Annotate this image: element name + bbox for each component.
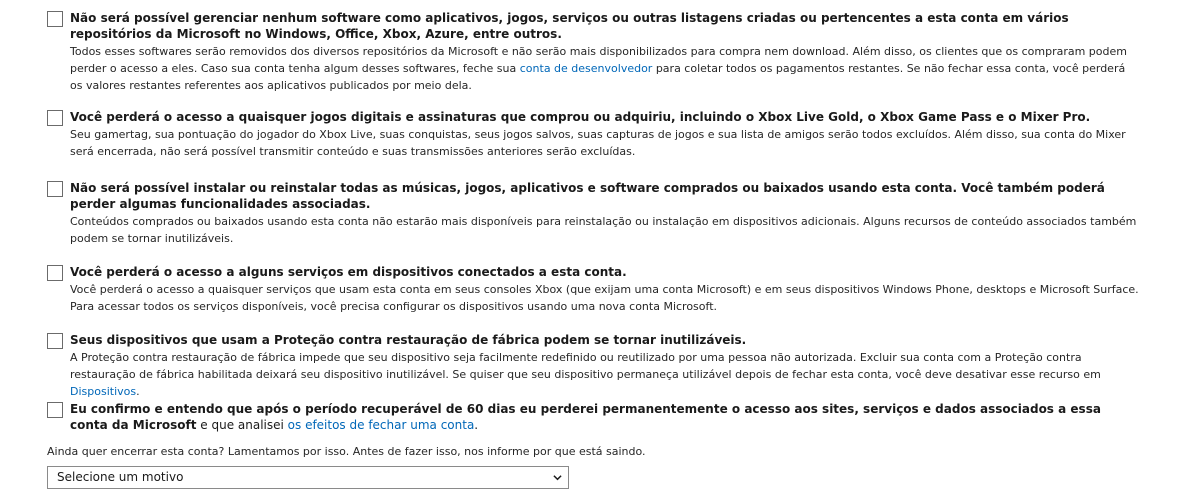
checklist-item-devices xyxy=(47,264,1141,315)
chevron-down-icon xyxy=(553,473,562,482)
checklist-item-software xyxy=(47,10,1141,94)
item-title: Não será possível instalar ou reinstalar todas as músicas, jogos, aplicativos e software comprados ou baixados usando esta conta. Você também poderá perder algumas funcionalidades associadas. xyxy=(70,181,1105,211)
checkbox-factory-reset[interactable] xyxy=(47,333,63,349)
item-title: Você perderá o acesso a quaisquer jogos digitais e assinaturas que comprou ou adquiriu, incluindo o Xbox Live Gold, o Xbox Game Pass e o Mixer Pro. xyxy=(70,110,1091,124)
devices-link[interactable]: Dispositivos xyxy=(70,385,137,398)
checkbox-software[interactable] xyxy=(47,11,63,27)
desc-text: Todos esses softwares serão removidos dos diversos repositórios da Microsoft e não serão mais disponibilizados para compra nem download. Além disso, os clientes que os compraram podem perder o acesso a eles. Caso sua conta tenha algum desses softwares, feche sua xyxy=(70,45,1127,75)
checkbox-games[interactable] xyxy=(47,110,63,126)
checkbox-devices[interactable] xyxy=(47,265,63,281)
item-description: Você perderá o acesso a quaisquer serviços que usam esta conta em seus consoles Xbox (que exijam uma conta Microsoft) e em seus dispositivos Windows Phone, desktops e Microsoft Surface. Para acessar todos os serviços disponíveis, você precisa configurar os dispositivos usando uma nova conta Microsoft. xyxy=(70,283,1139,313)
reason-select[interactable] xyxy=(47,466,569,489)
developer-account-link[interactable]: conta de desenvolvedor xyxy=(519,62,653,75)
item-description xyxy=(70,43,1141,94)
reason-question: Ainda quer encerrar esta conta? Lamentamos por isso. Antes de fazer isso, nos informe por que está saindo. xyxy=(47,445,646,458)
checkbox-content[interactable] xyxy=(47,181,63,197)
account-closure-effects-link[interactable]: os efeitos de fechar uma conta xyxy=(287,418,475,432)
confirm-text xyxy=(70,401,1141,433)
item-description: Seu gamertag, sua pontuação do jogador do Xbox Live, suas conquistas, seus jogos salvos, suas capturas de jogos e sua lista de amigos serão todos excluídos. Além disso, sua conta do Mixer será encerrada, não será possível transmitir conteúdo e suas transmissões anteriores serão excluídas. xyxy=(70,128,1126,158)
checkbox-confirm[interactable] xyxy=(47,402,63,418)
checklist-item-factory-reset xyxy=(47,332,1141,400)
checklist-item-content xyxy=(47,180,1141,247)
reason-select-value: Selecione um motivo xyxy=(57,470,184,484)
checklist-item-games xyxy=(47,109,1141,160)
item-title: Seus dispositivos que usam a Proteção contra restauração de fábrica podem se tornar inutilizáveis. xyxy=(70,333,747,347)
checklist-item-confirm xyxy=(47,401,1141,433)
desc-text: . xyxy=(136,385,140,398)
item-title: Não será possível gerenciar nenhum software como aplicativos, jogos, serviços ou outras listagens criadas ou pertencentes a esta conta em vários repositórios da Microsoft no Windows, Office, Xbox, Azure, entre outros. xyxy=(70,11,1069,41)
item-description: Conteúdos comprados ou baixados usando esta conta não estarão mais disponíveis para reinstalação ou instalação em dispositivos adicionais. Alguns recursos de conteúdo associados também podem se tornar inutilizáveis. xyxy=(70,215,1137,245)
confirm-normal-text: e que analisei xyxy=(196,418,288,432)
item-title: Você perderá o acesso a alguns serviços em dispositivos conectados a esta conta. xyxy=(70,265,627,279)
confirm-bold-text: Eu confirmo e entendo que após o período recuperável de 60 dias eu perderei permanentemente o acesso aos sites, serviços e dados associados a essa conta da Microsoft xyxy=(70,402,1101,432)
item-description xyxy=(70,349,1141,400)
desc-text: para coletar todos os pagamentos restantes. Se não fechar essa conta, você perderá os valores restantes referentes aos aplicativos publicados por meio dela. xyxy=(70,62,1126,92)
confirm-end-text: . xyxy=(474,418,479,432)
desc-text: A Proteção contra restauração de fábrica impede que seu dispositivo seja facilmente redefinido ou reutilizado por uma pessoa não autorizada. Excluir sua conta com a Proteção contra restauração de fábrica habilitada deixará seu dispositivo inutilizável. Se quiser que seu dispositivo permaneça utilizável depois de fechar esta conta, você deve desativar esse recurso em xyxy=(70,351,1101,381)
